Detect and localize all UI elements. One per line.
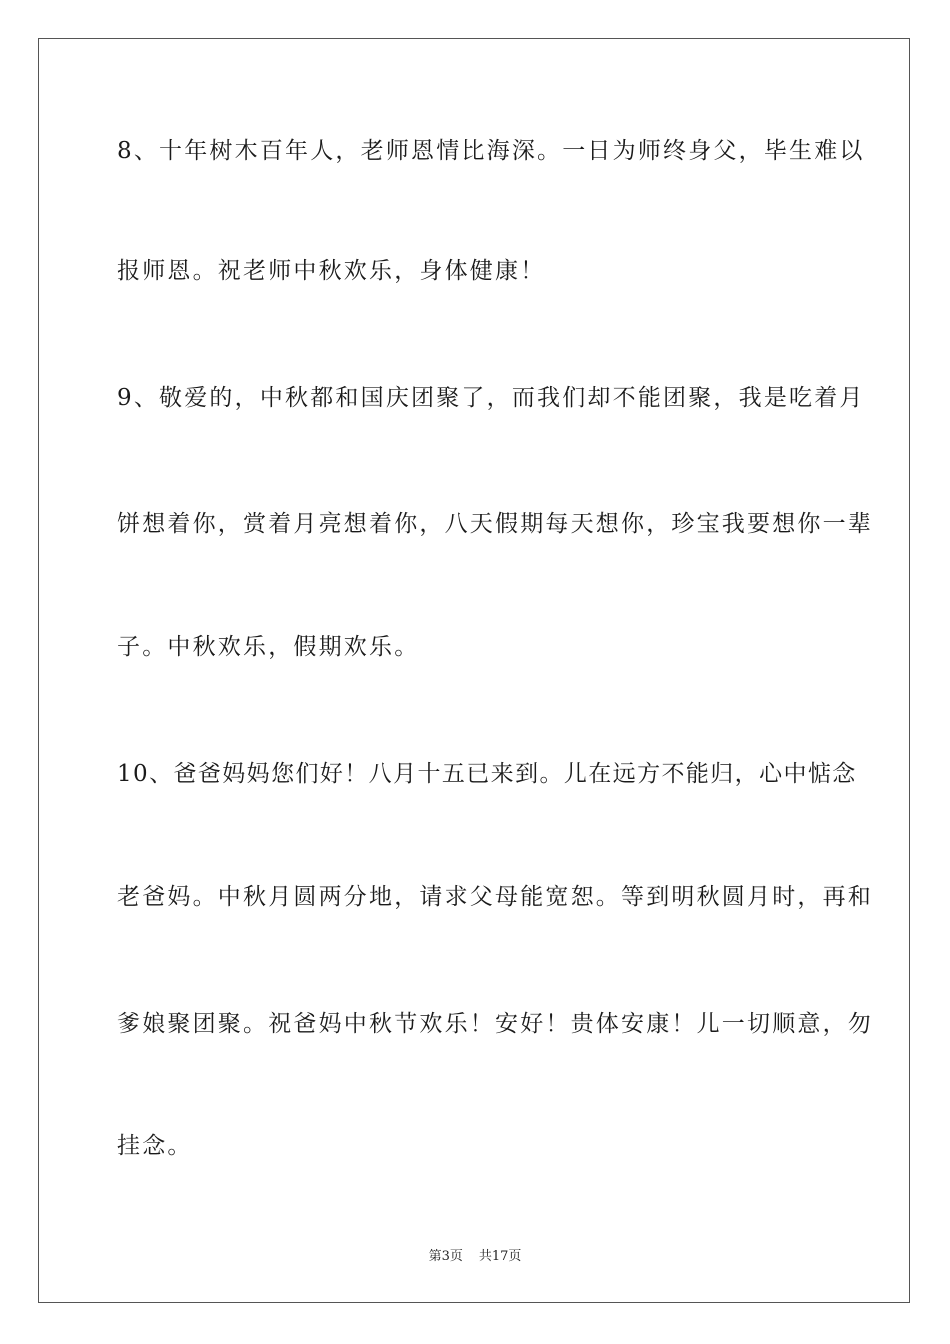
text-line-4: 饼想着你，赏着月亮想着你，八天假期每天想你，珍宝我要想你一辈: [117, 511, 873, 537]
text-line-5: 子。中秋欢乐，假期欢乐。: [117, 634, 420, 660]
text-line-2: 报师恩。祝老师中秋欢乐，身体健康！: [117, 258, 546, 284]
page-number: 第3页: [428, 1249, 463, 1264]
text-line-9: 挂念。: [117, 1133, 193, 1159]
text-line-3: 9、敬爱的，中秋都和国庆团聚了，而我们却不能团聚，我是吃着月: [117, 385, 865, 411]
page-total: 共17页: [478, 1249, 522, 1264]
text-line-7: 老爸妈。中秋月圆两分地，请求父母能宽恕。等到明秋圆月时，再和: [117, 884, 873, 910]
page-border: [38, 38, 910, 1303]
text-line-8: 爹娘聚团聚。祝爸妈中秋节欢乐！安好！贵体安康！儿一切顺意，勿: [117, 1011, 873, 1037]
text-line-6: 10、爸爸妈妈您们好！八月十五已来到。儿在远方不能归，心中惦念: [117, 761, 857, 787]
page-footer: [0, 1248, 950, 1266]
text-line-1: 8、十年树木百年人，老师恩情比海深。一日为师终身父，毕生难以: [117, 138, 865, 164]
